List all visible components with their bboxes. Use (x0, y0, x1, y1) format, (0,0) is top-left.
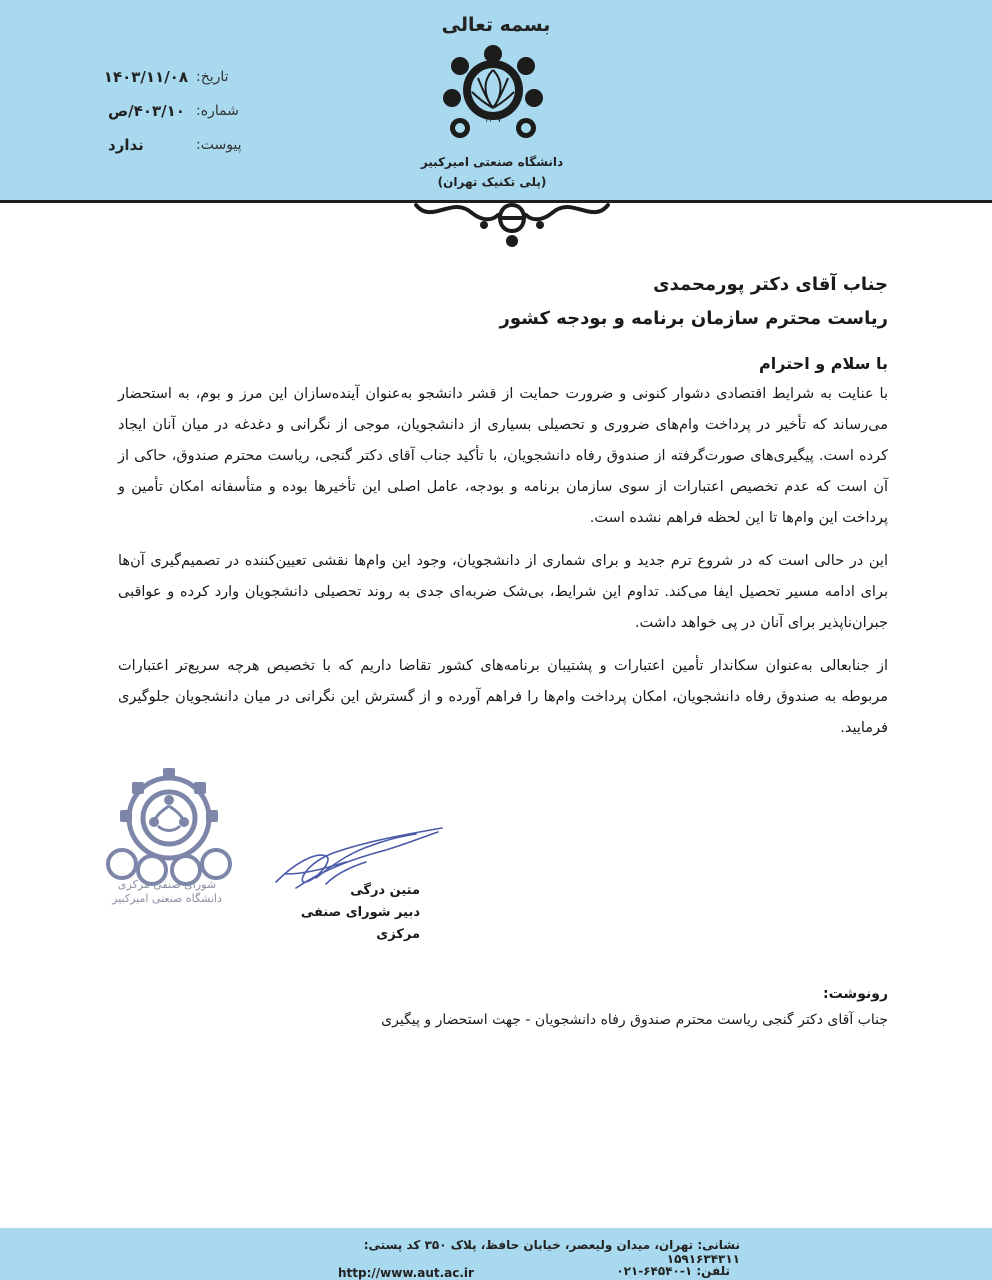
addressee-name: جناب آقای دکتر پورمحمدی (653, 274, 888, 295)
addressee-title: ریاست محترم سازمان برنامه و بودجه کشور (499, 308, 888, 329)
number-label: شماره: (196, 103, 239, 119)
signer-block (280, 880, 420, 946)
university-logo (438, 40, 548, 150)
seal-caption (92, 878, 242, 906)
attachment-label: پیوست: (196, 137, 242, 153)
footer-url[interactable]: http://www.aut.ac.ir (338, 1266, 474, 1280)
footer-address: نشانی: تهران، میدان ولیعصر، خیابان حافظ، پلاک ۳۵۰ کد پستی: ۱۵۹۱۶۳۴۳۱۱ (363, 1238, 740, 1266)
cc-recipient: جناب آقای دکتر گنجی ریاست محترم صندوق رفاه دانشجویان - جهت استحضار و پیگیری (381, 1012, 888, 1028)
letter-body (118, 268, 888, 756)
paragraph: از جنابعالی به‌عنوان سکاندار تأمین اعتبارات و پشتیبان برنامه‌های کشور تقاضا داریم که با تخصیص هرچه سریع‌تر اعتبارات مربوطه به صندوق رفاه دانشجویان، امکان پرداخت وام‌ها را فراهم آورده و از گسترش این نگرانی در میان دانشجویان جلوگیری فرمایید. (118, 658, 888, 736)
signer-title: دبیر شورای صنفی مرکزی (300, 905, 420, 942)
seal-line-2: دانشگاه صنعتی امیرکبیر (112, 892, 222, 905)
number-value: ۴۰۳/۱۰/ص (108, 102, 185, 120)
university-name: دانشگاه صنعتی امیرکبیر (420, 155, 564, 169)
cc-title: رونوشت: (823, 986, 888, 1002)
letter-meta (104, 60, 252, 162)
salutation: با سلام و احترام (759, 354, 888, 373)
paragraph: این در حالی است که در شروع ترم جدید و برای شماری از دانشجویان، وجود این وام‌ها نقشی تعیین‌کننده در تصمیم‌گیری آن‌ها برای ادامه مسیر تحصیل ایفا می‌کند. تداوم این شرایط، بی‌شک ضربه‌ای جدی به روند تحصیلی دانشجویان وارد کرده و عواقبی جبران‌ناپذیر برای آنان در پی خواهد داشت. (118, 553, 888, 631)
university-subname: (پلی تکنیک تهران) (437, 175, 547, 189)
seal-line-1: شورای صنفی مرکزی (117, 878, 217, 891)
invocation-text: بسمه تعالی (441, 14, 551, 36)
meta-number-row (104, 94, 252, 128)
carbon-copy (118, 986, 888, 1028)
meta-attachment-row (104, 128, 252, 162)
signer-name: متین درگی (350, 883, 420, 898)
paragraph: با عنایت به شرایط اقتصادی دشوار کنونی و ضرورت حمایت از قشر دانشجو به‌عنوان آینده‌سازان این مرز و بوم، به استحضار می‌رساند که تأخیر در پرداخت وام‌های ضروری و تحصیلی بسیاری از دانشجویان، موجی از نگرانی و دغدغه در میان آنان ایجاد کرده است. پیگیری‌های صورت‌گرفته از صندوق رفاه دانشجویان، با تأکید جناب آقای دکتر گنجی، ریاست محترم صندوق، حاکی از آن است که عدم تخصیص اعتبارات از سوی سازمان برنامه و بودجه، عامل اصلی این تأخیرها بوده و متأسفانه امکان تأمین و پرداخت این وام‌ها تا این لحظه فراهم نشده است. (118, 386, 888, 526)
date-value: ۱۴۰۳/۱۱/۰۸ (103, 68, 188, 86)
attachment-value: ندارد (108, 136, 144, 154)
logo-year: ۱۳۰۷ (484, 115, 502, 124)
date-label: تاریخ: (196, 69, 229, 85)
header-ornament (412, 185, 612, 255)
footer-phone: تلفن: ۱-۶۴۵۴۰-۰۲۱ (616, 1264, 730, 1278)
meta-date-row (104, 60, 252, 94)
